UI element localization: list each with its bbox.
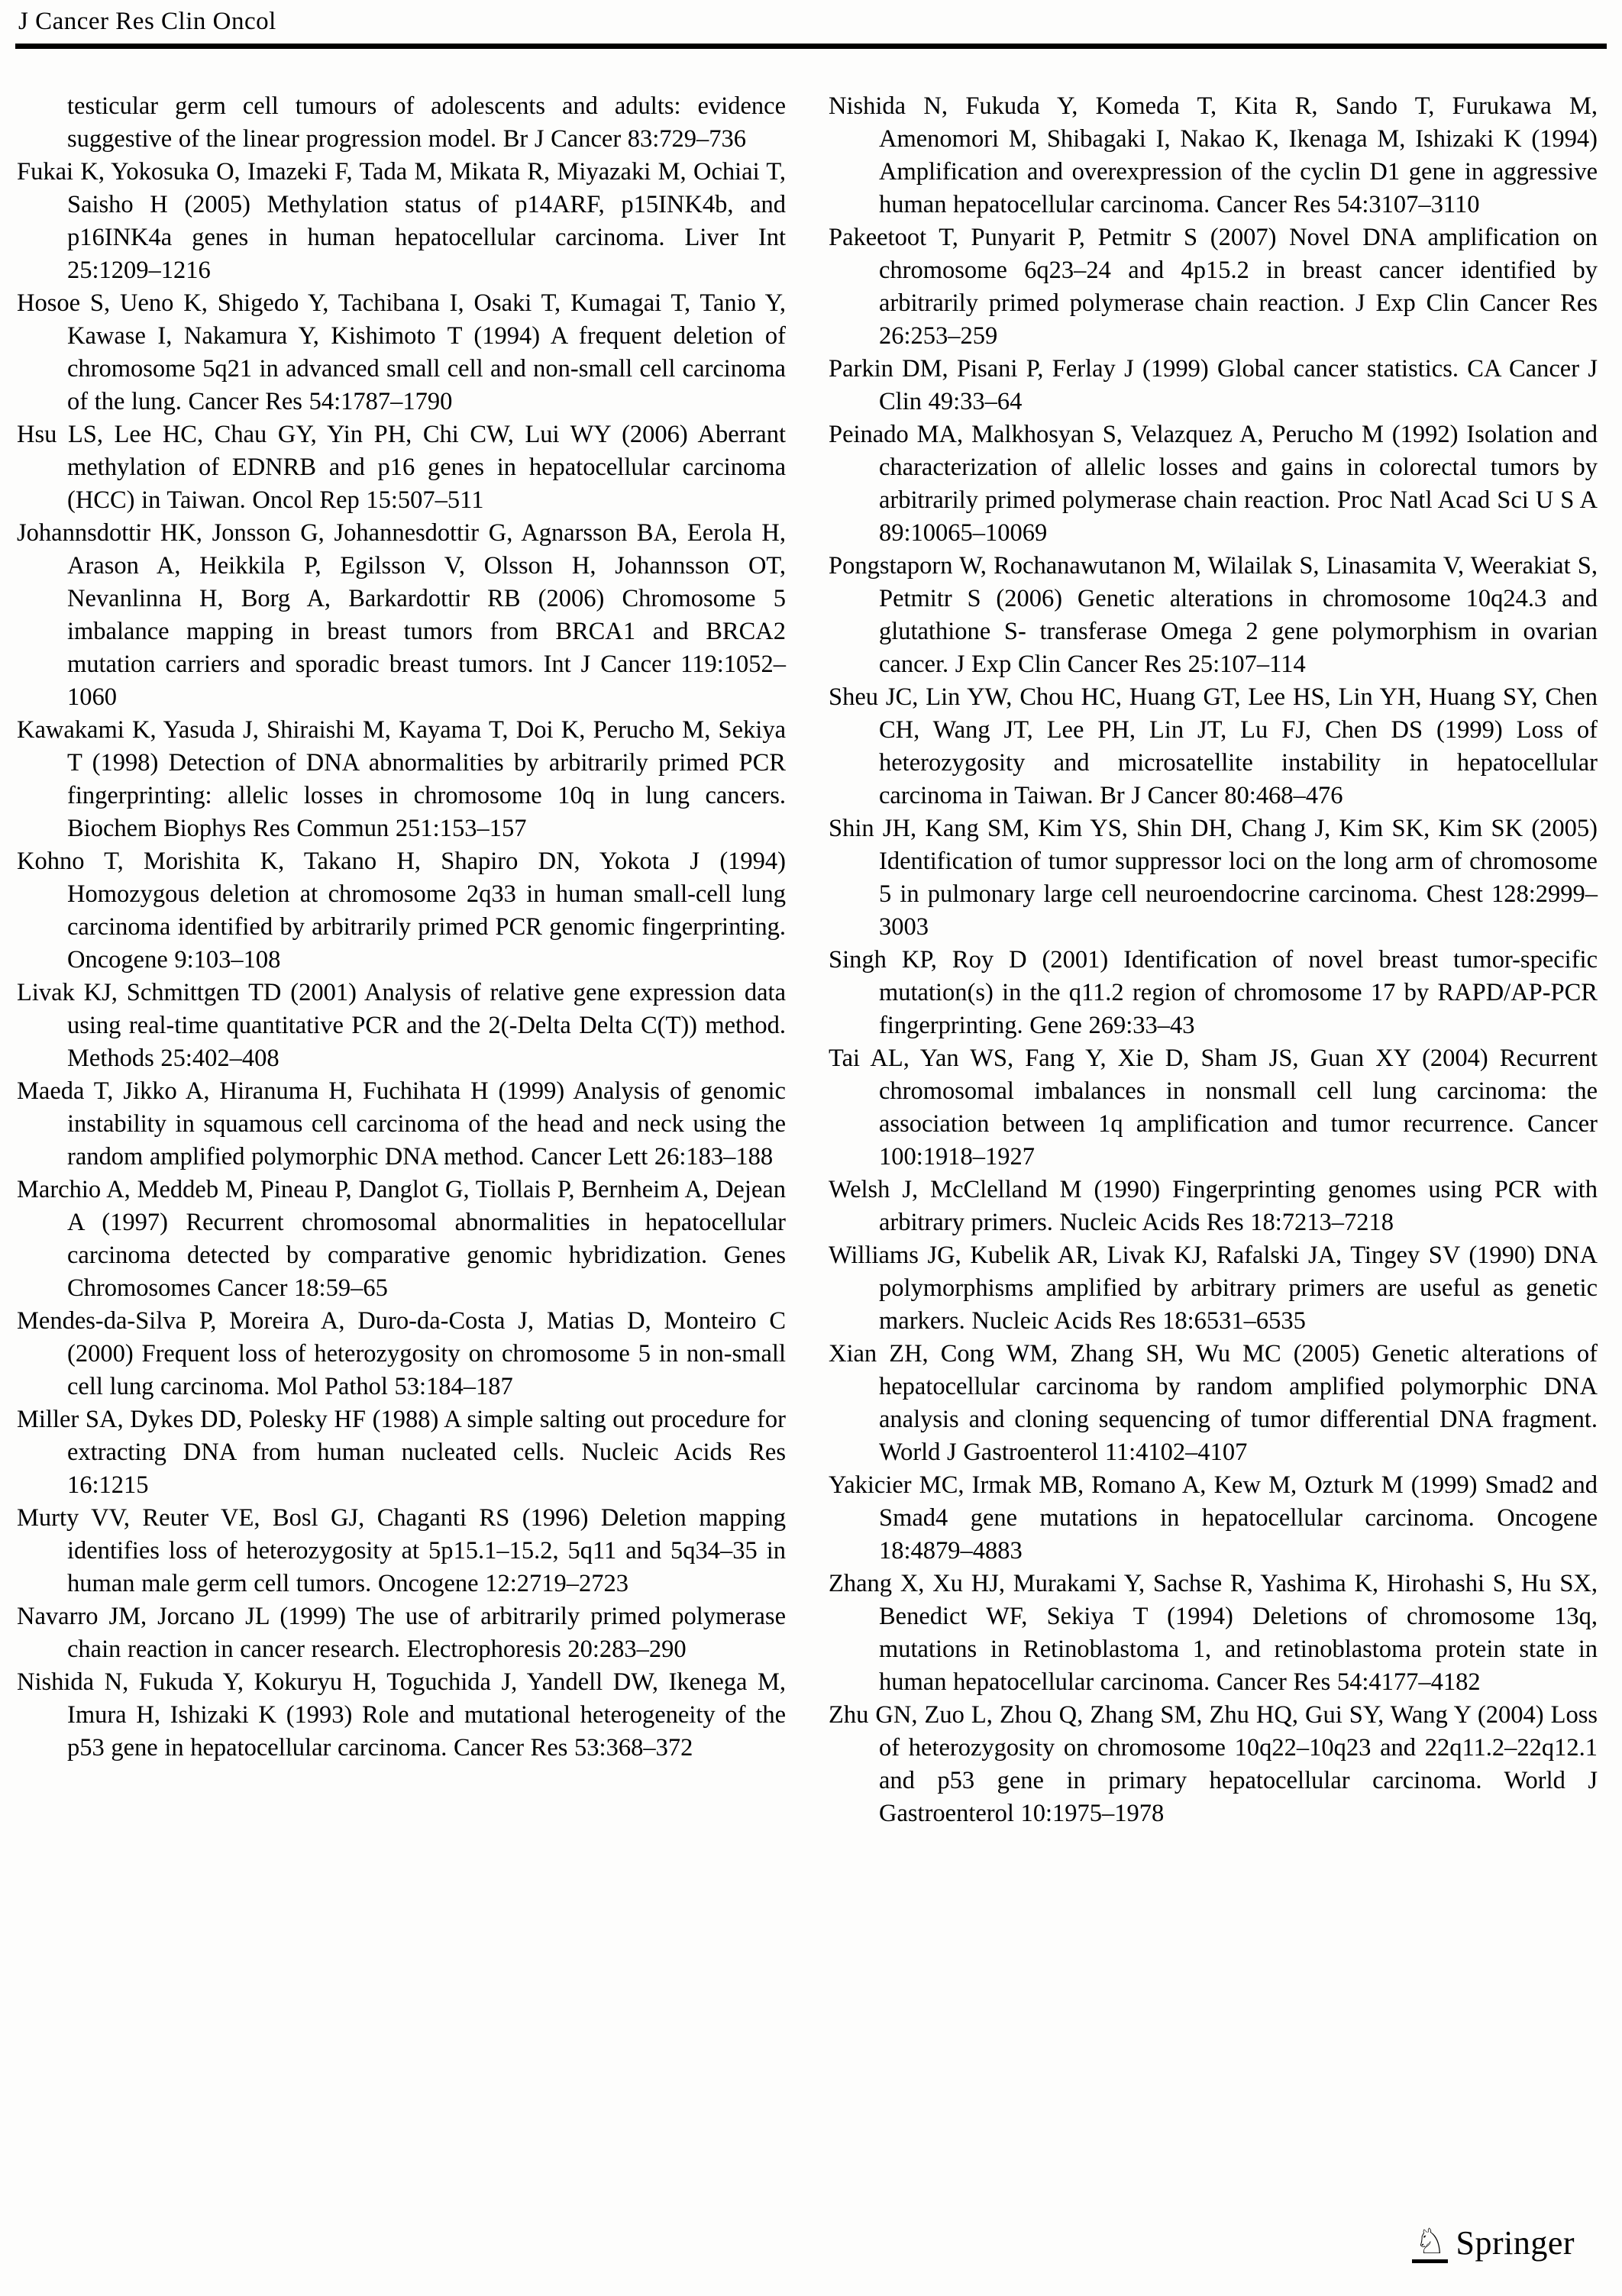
reference-entry: Miller SA, Dykes DD, Polesky HF (1988) A simple salting out procedure for extracting DNA from human nucleated cells. Nucleic Acids Res 16:1215 <box>17 1406 786 1499</box>
reference-entry: Nishida N, Fukuda Y, Komeda T, Kita R, Sando T, Furukawa M, Amenomori M, Shibagaki I, Nakao K, Ikenaga M, Ishizaki K (1994) Amplification and overexpression of the cyclin D1 gene in aggressive human hepatocellular carcinoma. Cancer Res 54:3107–3110 <box>829 92 1598 218</box>
reference-entry: Kohno T, Morishita K, Takano H, Shapiro DN, Yokota J (1994) Homozygous deletion at chromosome 2q33 in human small-cell lung carcinoma identified by arbitrarily primed PCR genomic fingerprinting. Oncogene 9:103–108 <box>17 848 786 974</box>
reference-entry: Singh KP, Roy D (2001) Identification of novel breast tumor-specific mutation(s) in the q11.2 region of chromosome 17 by RAPD/AP-PCR fingerprinting. Gene 269:33–43 <box>829 946 1598 1039</box>
springer-knight-icon: ♘ <box>1412 2223 1448 2263</box>
reference-entry: Nishida N, Fukuda Y, Kokuryu H, Toguchida J, Yandell DW, Ikenega M, Imura H, Ishizaki K (1993) Role and mutational heterogeneity of the p53 gene in hepatocellular carcinoma. Cancer Res 53:368–372 <box>17 1668 786 1762</box>
reference-entry: Maeda T, Jikko A, Hiranuma H, Fuchihata H (1999) Analysis of genomic instability in squamous cell carcinoma of the head and neck using the random amplified polymorphic DNA method. Cancer Lett 26:183–188 <box>17 1077 786 1171</box>
reference-entry: Marchio A, Meddeb M, Pineau P, Danglot G, Tiollais P, Bernheim A, Dejean A (1997) Recurrent chromosomal abnormalities in hepatocellular carcinoma detected by comparative genomic hybridization. Genes Chromosomes Cancer 18:59–65 <box>17 1176 786 1302</box>
references-right-column <box>829 90 1598 1830</box>
reference-entry: Navarro JM, Jorcano JL (1999) The use of arbitrarily primed polymerase chain reaction in cancer research. Electrophoresis 20:283–290 <box>17 1603 786 1663</box>
reference-entry: Fukai K, Yokosuka O, Imazeki F, Tada M, Mikata R, Miyazaki M, Ochiai T, Saisho H (2005) Methylation status of p14ARF, p15INK4b, and p16INK4a genes in human hepatocellular carcinoma. Liver Int 25:1209–1216 <box>17 158 786 284</box>
reference-entry: Zhu GN, Zuo L, Zhou Q, Zhang SM, Zhu HQ, Gui SY, Wang Y (2004) Loss of heterozygosity on chromosome 10q22–10q23 and 22q11.2–22q12.1 and p53 gene in primary hepatocellular carcinoma. World J Gastroenterol 10:1975–1978 <box>829 1701 1598 1827</box>
references-section <box>17 90 1598 1830</box>
reference-entry: Xian ZH, Cong WM, Zhang SH, Wu MC (2005) Genetic alterations of hepatocellular carcinoma by random amplified polymorphic DNA analysis and cloning sequencing of tumor differential DNA fragment. World J Gastroenterol 11:4102–4107 <box>829 1340 1598 1466</box>
reference-entry: Peinado MA, Malkhosyan S, Velazquez A, Perucho M (1992) Isolation and characterization of allelic losses and gains in colorectal tumors by arbitrarily primed polymerase chain reaction. Proc Natl Acad Sci U S A 89:10065–10069 <box>829 421 1598 547</box>
reference-entry: Livak KJ, Schmittgen TD (2001) Analysis of relative gene expression data using real-time quantitative PCR and the 2(-Delta Delta C(T)) method. Methods 25:402–408 <box>17 979 786 1072</box>
reference-entry: Zhang X, Xu HJ, Murakami Y, Sachse R, Yashima K, Hirohashi S, Hu SX, Benedict WF, Sekiya T (1994) Deletions of chromosome 13q, mutations in Retinoblastoma 1, and retinoblastoma protein state in human hepatocellular carcinoma. Cancer Res 54:4177–4182 <box>829 1570 1598 1696</box>
reference-entry: Welsh J, McClelland M (1990) Fingerprinting genomes using PCR with arbitrary primers. Nucleic Acids Res 18:7213–7218 <box>829 1176 1598 1236</box>
reference-entry: Murty VV, Reuter VE, Bosl GJ, Chaganti RS (1996) Deletion mapping identifies loss of heterozygosity at 5p15.1–15.2, 5q11 and 5q34–35 in human male germ cell tumors. Oncogene 12:2719–2723 <box>17 1504 786 1597</box>
reference-entry: Mendes-da-Silva P, Moreira A, Duro-da-Costa J, Matias D, Monteiro C (2000) Frequent loss of heterozygosity on chromosome 5 in non-small cell lung carcinoma. Mol Pathol 53:184–187 <box>17 1307 786 1400</box>
reference-entry: Sheu JC, Lin YW, Chou HC, Huang GT, Lee HS, Lin YH, Huang SY, Chen CH, Wang JT, Lee PH, Lin JT, Lu FJ, Chen DS (1999) Loss of heterozygosity and microsatellite instability in hepatocellular carcinoma in Taiwan. Br J Cancer 80:468–476 <box>829 683 1598 809</box>
reference-entry: Pakeetoot T, Punyarit P, Petmitr S (2007) Novel DNA amplification on chromosome 6q23–24 and 4p15.2 in breast cancer identified by arbitrarily primed polymerase chain reaction. J Exp Clin Cancer Res 26:253–259 <box>829 224 1598 350</box>
reference-entry: Kawakami K, Yasuda J, Shiraishi M, Kayama T, Doi K, Perucho M, Sekiya T (1998) Detection of DNA abnormalities by arbitrarily primed PCR fingerprinting: allelic losses in chromosome 10q in lung cancers. Biochem Biophys Res Commun 251:153–157 <box>17 716 786 842</box>
reference-entry: Williams JG, Kubelik AR, Livak KJ, Rafalski JA, Tingey SV (1990) DNA polymorphisms amplified by arbitrary primers are useful as genetic markers. Nucleic Acids Res 18:6531–6535 <box>829 1242 1598 1335</box>
reference-entry: Parkin DM, Pisani P, Ferlay J (1999) Global cancer statistics. CA Cancer J Clin 49:33–64 <box>829 355 1598 415</box>
publisher-name: Springer <box>1456 2224 1575 2262</box>
reference-entry: Hosoe S, Ueno K, Shigedo Y, Tachibana I, Osaki T, Kumagai T, Tanio Y, Kawase I, Nakamura Y, Kishimoto T (1994) A frequent deletion of chromosome 5q21 in advanced small cell and non-small cell carcinoma of the lung. Cancer Res 54:1787–1790 <box>17 289 786 415</box>
header-divider-rule <box>15 44 1607 49</box>
reference-entry: Tai AL, Yan WS, Fang Y, Xie D, Sham JS, Guan XY (2004) Recurrent chromosomal imbalances in nonsmall cell lung carcinoma: the association between 1q amplification and tumor recurrence. Cancer 100:1918–1927 <box>829 1045 1598 1171</box>
publisher-logo <box>1412 2220 1575 2263</box>
journal-title: J Cancer Res Clin Oncol <box>18 8 276 35</box>
reference-entry: Johannsdottir HK, Jonsson G, Johannesdottir G, Agnarsson BA, Eerola H, Arason A, Heikkila P, Egilsson V, Olsson H, Johannsson OT, Nevanlinna H, Borg A, Barkardottir RB (2006) Chromosome 5 imbalance mapping in breast tumors from BRCA1 and BRCA2 mutation carriers and sporadic breast tumors. Int J Cancer 119:1052–1060 <box>17 519 786 711</box>
reference-entry: Pongstaporn W, Rochanawutanon M, Wilailak S, Linasamita V, Weerakiat S, Petmitr S (2006) Genetic alterations in chromosome 10q24.3 and glutathione S- transferase Omega 2 gene polymorphism in ovarian cancer. J Exp Clin Cancer Res 25:107–114 <box>829 552 1598 678</box>
reference-entry: Yakicier MC, Irmak MB, Romano A, Kew M, Ozturk M (1999) Smad2 and Smad4 gene mutations in hepatocellular carcinoma. Oncogene 18:4879–4883 <box>829 1471 1598 1565</box>
references-left-column <box>17 90 786 1830</box>
reference-entry: testicular germ cell tumours of adolescents and adults: evidence suggestive of the linear progression model. Br J Cancer 83:729–736 <box>67 92 786 153</box>
reference-entry: Hsu LS, Lee HC, Chau GY, Yin PH, Chi CW, Lui WY (2006) Aberrant methylation of EDNRB and p16 genes in hepatocellular carcinoma (HCC) in Taiwan. Oncol Rep 15:507–511 <box>17 421 786 514</box>
reference-entry: Shin JH, Kang SM, Kim YS, Shin DH, Chang J, Kim SK, Kim SK (2005) Identification of tumor suppressor loci on the long arm of chromosome 5 in pulmonary large cell neuroendocrine carcinoma. Chest 128:2999–3003 <box>829 815 1598 941</box>
